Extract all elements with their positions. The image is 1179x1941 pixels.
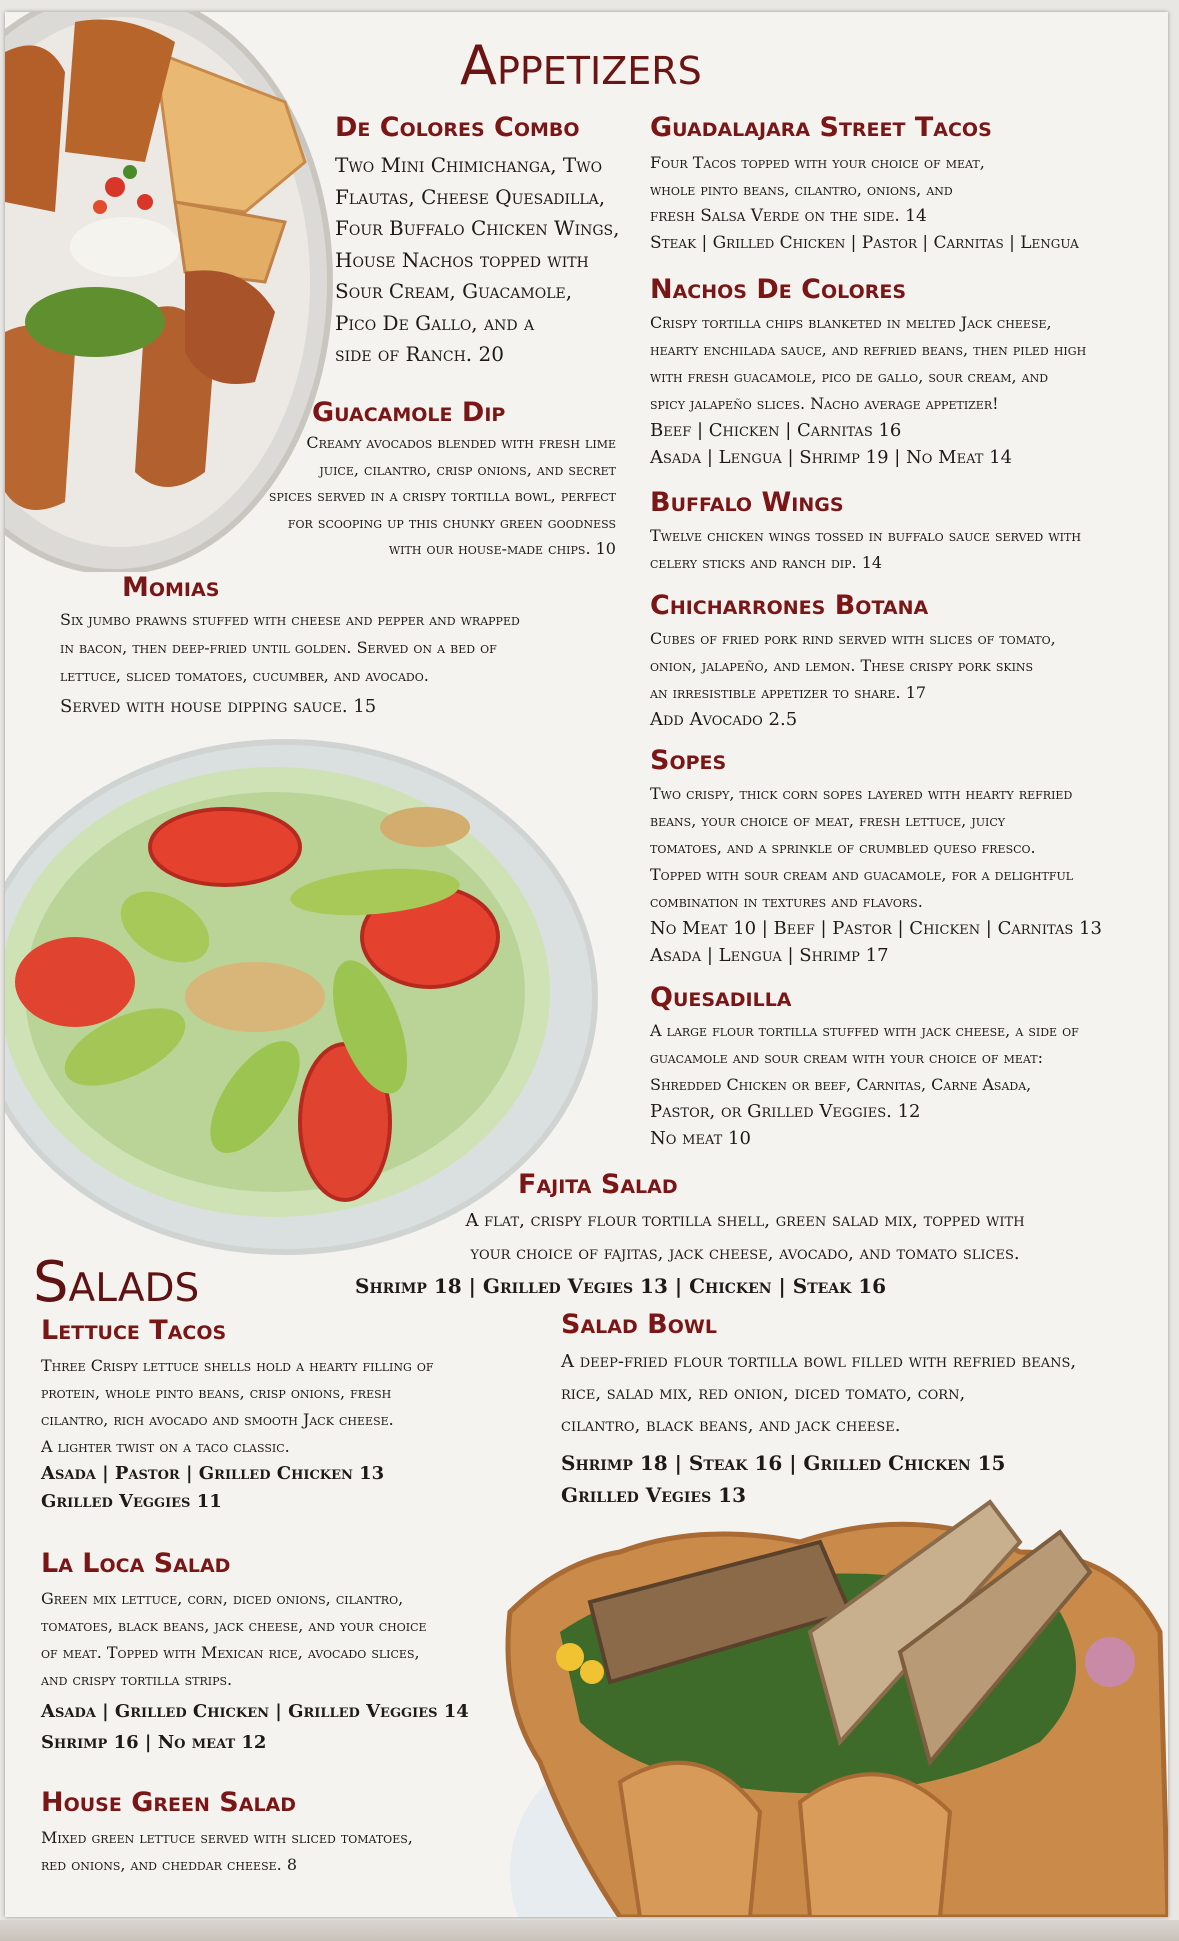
item-description: Creamy avocados blended with fresh lime juice, cilantro, crisp onions, and secret spices served in a crispy tortilla bowl, perfect for scooping up this chunky green goodness with our house-made chips. 10 bbox=[268, 433, 616, 558]
item-title: Nachos De Colores bbox=[650, 274, 907, 305]
item-title: Salad Bowl bbox=[561, 1309, 717, 1340]
item-title: Lettuce Tacos bbox=[41, 1315, 227, 1346]
item-title: De Colores Combo bbox=[335, 112, 580, 143]
item-prices: Asada | Grilled Chicken | Grilled Veggies 14 Shrimp 16 | No meat 12 bbox=[41, 1701, 469, 1753]
fajita-salad-photo bbox=[5, 737, 605, 1262]
item-title: Momias bbox=[122, 572, 220, 603]
item-description: A flat, crispy flour tortilla shell, green salad mix, topped with your choice of fajitas, jack cheese, avocado, and tomato slices. bbox=[465, 1210, 1025, 1264]
item-prices: Shrimp 18 | Steak 16 | Grilled Chicken 15 Grilled Vegies 13 bbox=[561, 1451, 1006, 1507]
item-description: A deep-fried flour tortilla bowl filled with refried beans, rice, salad mix, red onion, diced tomato, corn, cilantro, black beans, and jack cheese. bbox=[561, 1351, 1077, 1436]
item-description: Four Tacos topped with your choice of meat, whole pinto beans, cilantro, onions, and fresh Salsa Verde on the side. 14 Steak | Grilled Chicken | Pastor | Carnitas | Lengua bbox=[650, 153, 1079, 253]
menu-page bbox=[5, 12, 1168, 1917]
item-title: House Green Salad bbox=[41, 1787, 297, 1818]
item-title: Chicharrones Botana bbox=[650, 590, 929, 621]
item-description: Two crispy, thick corn sopes layered with hearty refried beans, your choice of meat, fresh lettuce, juicy tomatoes, and a sprinkle of crumbled queso fresco. Topped with sour cream and guacamole, for a delightful combination in textures and flavors. No Meat 10 | Beef | Pastor | Chicken | Carnitas 13 Asada | Lengua | Shrimp 17 bbox=[650, 784, 1102, 966]
item-description: Six jumbo prawns stuffed with cheese and pepper and wrapped in bacon, then deep-fried until golden. Served on a bed of lettuce, sliced tomatoes, cucumber, and avocado. Served with house dipping sauce. 15 bbox=[60, 610, 520, 717]
item-description: Mixed green lettuce served with sliced tomatoes, red onions, and cheddar cheese. 8 bbox=[41, 1828, 413, 1874]
salad-bowl-photo bbox=[500, 1482, 1168, 1917]
item-prices: Asada | Pastor | Grilled Chicken 13 Grilled Veggies 11 bbox=[41, 1463, 385, 1512]
item-description: Three Crispy lettuce shells hold a hearty filling of protein, whole pinto beans, crisp onions, fresh cilantro, rich avocado and smooth Jack cheese. A lighter twist on a taco classic. bbox=[41, 1356, 434, 1456]
item-title: Guacamole Dip bbox=[312, 397, 506, 428]
next-page-edge bbox=[0, 1920, 1179, 1941]
item-description: Green mix lettuce, corn, diced onions, cilantro, tomatoes, black beans, jack cheese, and your choice of meat. Topped with Mexican rice, avocado slices, and crispy tortilla strips. bbox=[41, 1589, 427, 1689]
item-description: A large flour tortilla stuffed with jack cheese, a side of guacamole and sour cream with your choice of meat: Shredded Chicken or beef, Carnitas, Carne Asada, Pastor, or Grilled Veggies. 12 No meat 10 bbox=[650, 1021, 1079, 1149]
item-description: Twelve chicken wings tossed in buffalo sauce served with celery sticks and ranch dip. 14 bbox=[650, 526, 1081, 572]
salads-heading: Salads bbox=[33, 1250, 200, 1315]
item-title: Fajita Salad bbox=[518, 1169, 678, 1200]
item-description: Crispy tortilla chips blanketed in melted Jack cheese, hearty enchilada sauce, and refried beans, then piled high with fresh guacamole, pico de gallo, sour cream, and spicy jalapeño slices. Nacho average appetizer! Beef | Chicken | Carnitas 16 Asada | Lengua | Shrimp 19 | No Meat 14 bbox=[650, 313, 1087, 468]
item-prices: Shrimp 18 | Grilled Vegies 13 | Chicken | Steak 16 bbox=[355, 1274, 887, 1298]
appetizers-heading: Appetizers bbox=[460, 34, 702, 97]
item-title: Guadalajara Street Tacos bbox=[650, 112, 992, 143]
item-description: Two Mini Chimichanga, Two Flautas, Cheese Quesadilla, Four Buffalo Chicken Wings, House Nachos topped with Sour Cream, Guacamole, Pico De Gallo, and a side of Ranch. 20 bbox=[335, 153, 620, 366]
item-title: Buffalo Wings bbox=[650, 487, 844, 518]
item-title: Quesadilla bbox=[650, 982, 792, 1013]
item-title: Sopes bbox=[650, 745, 727, 776]
item-title: La Loca Salad bbox=[41, 1548, 231, 1579]
item-description: Cubes of fried pork rind served with slices of tomato, onion, jalapeño, and lemon. These crispy pork skins an irresistible appetizer to share. 17 Add Avocado 2.5 bbox=[650, 629, 1056, 730]
